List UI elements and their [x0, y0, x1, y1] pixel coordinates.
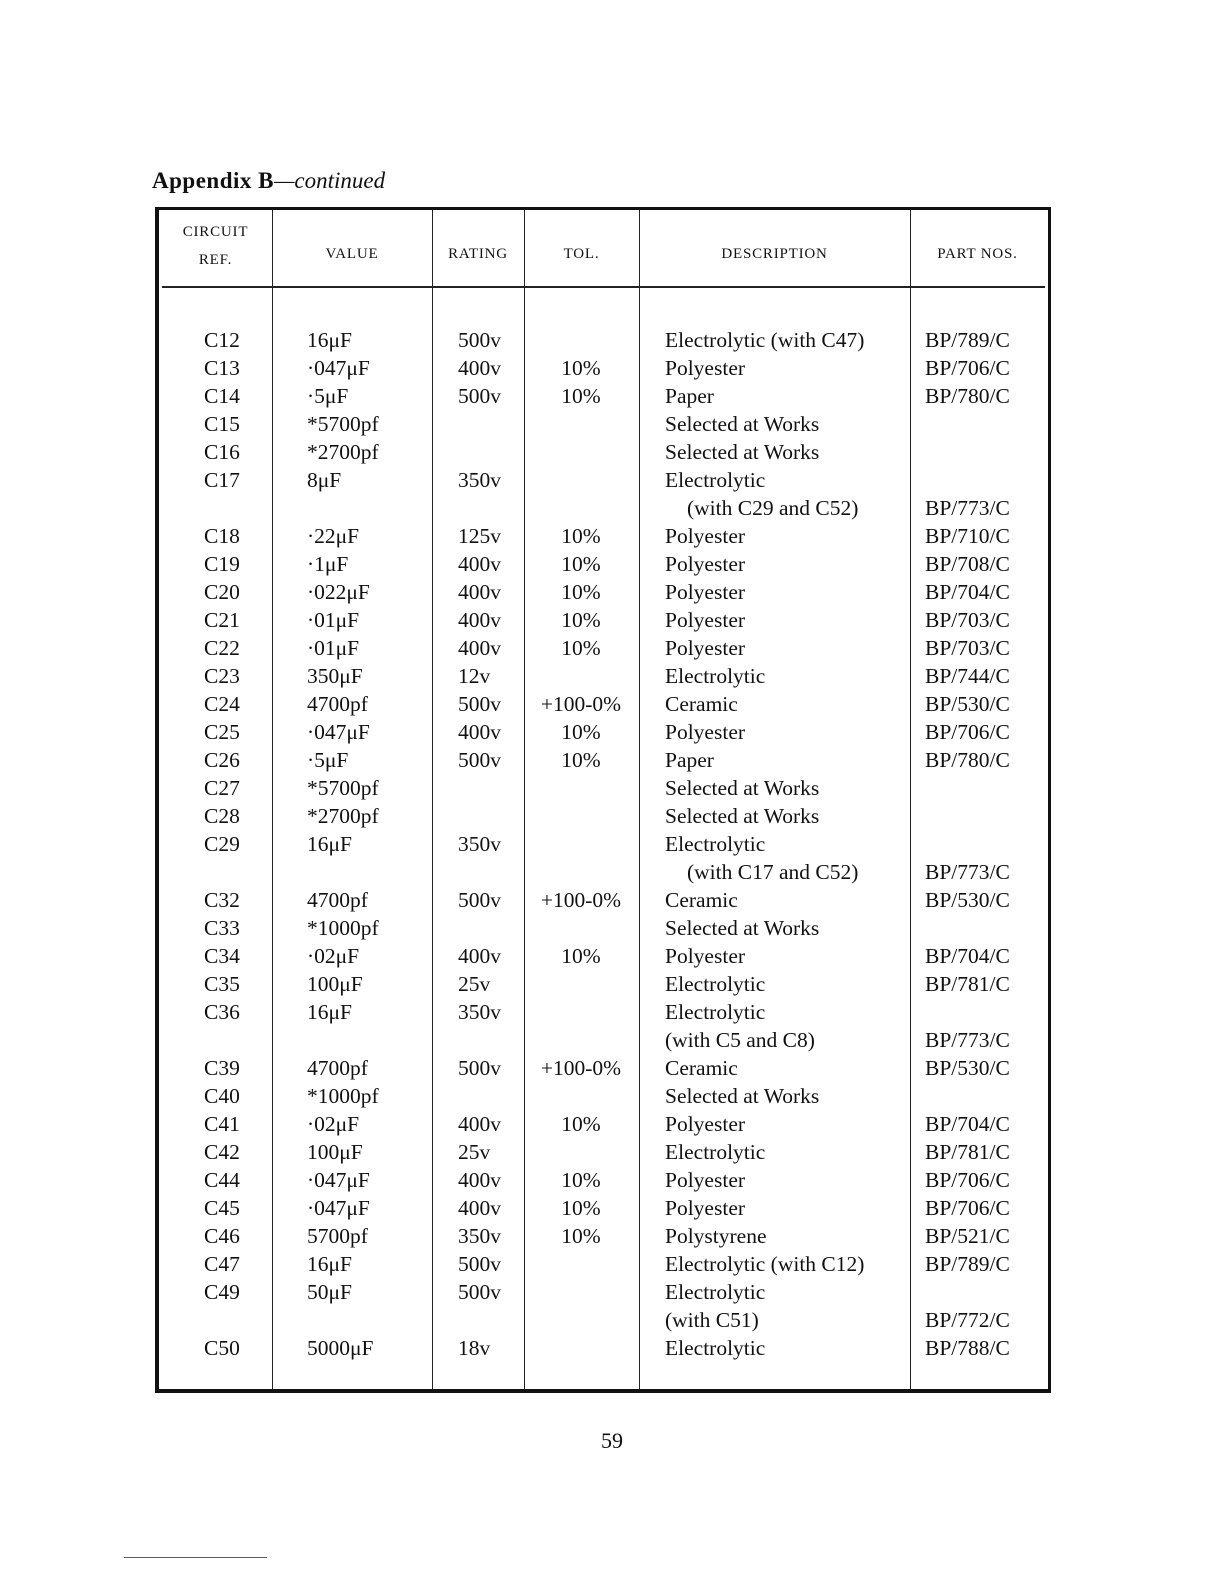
value-cell: *5700pf — [307, 412, 379, 436]
value-cell: *1000pf — [307, 916, 379, 940]
part-number-cell: BP/772/C — [925, 1308, 1010, 1332]
description-text: Electrolytic — [665, 664, 766, 688]
part-number-cell: BP/773/C — [925, 496, 1010, 520]
table-row — [159, 1334, 1048, 1362]
header-circuit-ref-line2: REF. — [198, 252, 233, 268]
circuit-ref-cell: C44 — [204, 1168, 240, 1192]
part-number-cell: BP/704/C — [925, 1112, 1010, 1136]
rating-cell: 400v — [458, 1112, 501, 1136]
circuit-ref-cell: C42 — [204, 1140, 240, 1164]
part-number-cell: BP/704/C — [925, 580, 1010, 604]
tol-cell: 10% — [561, 384, 601, 408]
value-cell: ·047μF — [307, 720, 370, 744]
value-cell: ·047μF — [307, 1196, 370, 1220]
circuit-ref-cell: C50 — [204, 1336, 240, 1360]
part-number-cell: BP/708/C — [925, 552, 1010, 576]
part-number-cell: BP/521/C — [925, 1224, 1010, 1248]
description-text: Ceramic — [665, 1056, 738, 1080]
description-cell — [665, 1166, 910, 1194]
heading-title: Appendix B — [152, 168, 274, 193]
table-row — [159, 466, 1048, 522]
description-text: Electrolytic — [665, 468, 766, 492]
rating-cell: 400v — [458, 720, 501, 744]
circuit-ref-cell: C22 — [204, 636, 240, 660]
description-cell — [665, 914, 910, 942]
header-value: VALUE — [325, 246, 379, 262]
part-number-cell: BP/780/C — [925, 748, 1010, 772]
description-cell — [665, 522, 910, 550]
table-row — [159, 746, 1048, 774]
table-row — [159, 410, 1048, 438]
rating-cell: 500v — [458, 384, 501, 408]
rating-cell: 350v — [458, 1224, 501, 1248]
tol-cell: +100-0% — [540, 1056, 622, 1080]
part-number-cell: BP/773/C — [925, 1028, 1010, 1052]
table-row — [159, 550, 1048, 578]
description-text: Polyester — [665, 720, 746, 744]
table-row — [159, 914, 1048, 942]
rating-cell: 400v — [458, 1168, 501, 1192]
rating-cell: 400v — [458, 580, 501, 604]
table-row — [159, 774, 1048, 802]
circuit-ref-cell: C32 — [204, 888, 240, 912]
circuit-ref-cell: C34 — [204, 944, 240, 968]
table-row — [159, 718, 1048, 746]
description-cell — [665, 410, 910, 438]
description-cell — [665, 1054, 910, 1082]
part-number-cell: BP/703/C — [925, 636, 1010, 660]
table-row — [159, 998, 1048, 1054]
rating-cell: 400v — [458, 356, 501, 380]
description-cell — [665, 1334, 910, 1362]
value-cell: 50μF — [307, 1280, 352, 1304]
rating-cell: 400v — [458, 552, 501, 576]
circuit-ref-cell: C46 — [204, 1224, 240, 1248]
circuit-ref-cell: C35 — [204, 972, 240, 996]
part-number-cell: BP/781/C — [925, 1140, 1010, 1164]
tol-cell: +100-0% — [540, 888, 622, 912]
table-row — [159, 802, 1048, 830]
description-cell — [665, 802, 910, 830]
header-description: DESCRIPTION — [721, 246, 828, 262]
part-number-cell: BP/789/C — [925, 328, 1010, 352]
description-cell — [665, 634, 910, 662]
rating-cell: 350v — [458, 1000, 501, 1024]
header-part-nos: PART NOS. — [937, 246, 1018, 262]
part-number-cell: BP/789/C — [925, 1252, 1010, 1276]
value-cell: 5000μF — [307, 1336, 374, 1360]
circuit-ref-cell: C17 — [204, 468, 240, 492]
description-cell — [665, 886, 910, 914]
description-text: Selected at Works — [665, 1084, 820, 1108]
circuit-ref-cell: C47 — [204, 1252, 240, 1276]
value-cell: 16μF — [307, 1252, 352, 1276]
value-cell: 4700pf — [307, 1056, 368, 1080]
description-text: Selected at Works — [665, 916, 820, 940]
parts-table — [155, 207, 1051, 1393]
table-row — [159, 438, 1048, 466]
description-text: Polyester — [665, 636, 746, 660]
part-number-cell: BP/780/C — [925, 384, 1010, 408]
value-cell: ·22μF — [307, 524, 360, 548]
description-text: Polyester — [665, 552, 746, 576]
page-number: 59 — [601, 1428, 623, 1453]
circuit-ref-cell: C18 — [204, 524, 240, 548]
description-cell — [665, 942, 910, 970]
circuit-ref-cell: C33 — [204, 916, 240, 940]
rating-cell: 12v — [458, 664, 491, 688]
rating-cell: 500v — [458, 1056, 501, 1080]
table-row — [159, 1250, 1048, 1278]
description-text: Polyester — [665, 1168, 746, 1192]
description-text: Electrolytic — [665, 972, 766, 996]
description-text: Selected at Works — [665, 776, 820, 800]
table-row — [159, 690, 1048, 718]
description-cell — [665, 578, 910, 606]
circuit-ref-cell: C14 — [204, 384, 240, 408]
rating-cell: 500v — [458, 692, 501, 716]
description-cell — [665, 438, 910, 466]
circuit-ref-cell: C19 — [204, 552, 240, 576]
rating-cell: 125v — [458, 524, 501, 548]
value-cell: ·02μF — [307, 944, 360, 968]
rating-cell: 400v — [458, 636, 501, 660]
description-cell — [665, 1278, 910, 1334]
description-continuation: (with C29 and C52) — [687, 496, 859, 520]
table-row — [159, 522, 1048, 550]
rating-cell: 500v — [458, 328, 501, 352]
description-continuation: (with C5 and C8) — [665, 1028, 815, 1052]
part-number-cell: BP/706/C — [925, 1196, 1010, 1220]
table-row — [159, 1222, 1048, 1250]
description-cell — [665, 970, 910, 998]
description-text: Polyester — [665, 1196, 746, 1220]
value-cell: *2700pf — [307, 440, 379, 464]
rating-cell: 25v — [458, 1140, 491, 1164]
page-heading — [152, 168, 385, 194]
tol-cell: 10% — [561, 580, 601, 604]
value-cell: ·01μF — [307, 608, 360, 632]
description-cell — [665, 550, 910, 578]
value-cell: 100μF — [307, 1140, 363, 1164]
description-text: Polyester — [665, 524, 746, 548]
heading-continued: —continued — [273, 168, 386, 193]
table-row — [159, 1110, 1048, 1138]
tol-cell: 10% — [561, 552, 601, 576]
part-number-cell: BP/703/C — [925, 608, 1010, 632]
circuit-ref-cell: C40 — [204, 1084, 240, 1108]
table-row — [159, 578, 1048, 606]
value-cell: ·5μF — [307, 384, 349, 408]
tol-cell: 10% — [561, 356, 601, 380]
circuit-ref-cell: C45 — [204, 1196, 240, 1220]
rating-cell: 18v — [458, 1336, 491, 1360]
circuit-ref-cell: C23 — [204, 664, 240, 688]
table-row — [159, 634, 1048, 662]
header-circuit-ref — [159, 218, 272, 274]
part-number-cell: BP/781/C — [925, 972, 1010, 996]
part-number-cell: BP/773/C — [925, 860, 1010, 884]
value-cell: ·1μF — [307, 552, 349, 576]
table-row — [159, 1082, 1048, 1110]
description-cell — [665, 830, 910, 886]
circuit-ref-cell: C41 — [204, 1112, 240, 1136]
header-rule — [162, 286, 1045, 288]
tol-cell: 10% — [561, 748, 601, 772]
table-row — [159, 970, 1048, 998]
description-cell — [665, 606, 910, 634]
description-text: Polyester — [665, 608, 746, 632]
description-cell — [665, 774, 910, 802]
table-row — [159, 1166, 1048, 1194]
description-text: Electrolytic (with C12) — [665, 1252, 865, 1276]
table-row — [159, 886, 1048, 914]
tol-cell: 10% — [561, 1112, 601, 1136]
tol-cell: 10% — [561, 720, 601, 744]
description-cell — [665, 998, 910, 1054]
rating-cell: 350v — [458, 832, 501, 856]
description-cell — [665, 466, 910, 522]
circuit-ref-cell: C25 — [204, 720, 240, 744]
value-cell: ·022μF — [307, 580, 370, 604]
circuit-ref-cell: C13 — [204, 356, 240, 380]
rating-cell: 500v — [458, 888, 501, 912]
table-row — [159, 354, 1048, 382]
tol-cell: 10% — [561, 1168, 601, 1192]
circuit-ref-cell: C39 — [204, 1056, 240, 1080]
part-number-cell: BP/530/C — [925, 692, 1010, 716]
value-cell: 100μF — [307, 972, 363, 996]
value-cell: 16μF — [307, 1000, 352, 1024]
table-row — [159, 942, 1048, 970]
description-cell — [665, 1138, 910, 1166]
table-row — [159, 382, 1048, 410]
header-tol: TOL. — [563, 246, 600, 262]
tol-cell: +100-0% — [540, 692, 622, 716]
value-cell: ·01μF — [307, 636, 360, 660]
part-number-cell: BP/788/C — [925, 1336, 1010, 1360]
value-cell: ·02μF — [307, 1112, 360, 1136]
description-text: Electrolytic — [665, 1000, 766, 1024]
description-text: Electrolytic — [665, 832, 766, 856]
circuit-ref-cell: C20 — [204, 580, 240, 604]
table-row — [159, 1194, 1048, 1222]
value-cell: *1000pf — [307, 1084, 379, 1108]
description-text: Polyester — [665, 356, 746, 380]
description-cell — [665, 662, 910, 690]
rating-cell: 500v — [458, 1252, 501, 1276]
table-row — [159, 1138, 1048, 1166]
rating-cell: 350v — [458, 468, 501, 492]
tol-cell: 10% — [561, 1196, 601, 1220]
description-cell — [665, 718, 910, 746]
table-row — [159, 830, 1048, 886]
table-row — [159, 662, 1048, 690]
rating-cell: 500v — [458, 1280, 501, 1304]
rating-cell: 500v — [458, 748, 501, 772]
circuit-ref-cell: C26 — [204, 748, 240, 772]
value-cell: *5700pf — [307, 776, 379, 800]
description-cell — [665, 746, 910, 774]
tol-cell: 10% — [561, 608, 601, 632]
description-text: Polyester — [665, 944, 746, 968]
description-text: Selected at Works — [665, 412, 820, 436]
part-number-cell: BP/744/C — [925, 664, 1010, 688]
value-cell: 4700pf — [307, 692, 368, 716]
description-text: Polyester — [665, 1112, 746, 1136]
table-body — [159, 326, 1048, 1362]
tol-cell: 10% — [561, 636, 601, 660]
part-number-cell: BP/710/C — [925, 524, 1010, 548]
part-number-cell: BP/706/C — [925, 356, 1010, 380]
value-cell: ·5μF — [307, 748, 349, 772]
description-text: Electrolytic — [665, 1336, 766, 1360]
description-text: Electrolytic (with C47) — [665, 328, 865, 352]
description-text: Electrolytic — [665, 1280, 766, 1304]
table-row — [159, 326, 1048, 354]
tol-cell: 10% — [561, 524, 601, 548]
description-text: Selected at Works — [665, 804, 820, 828]
description-continuation: (with C17 and C52) — [687, 860, 859, 884]
header-circuit-ref-line1: CIRCUIT — [182, 224, 249, 240]
value-cell: 5700pf — [307, 1224, 368, 1248]
value-cell: *2700pf — [307, 804, 379, 828]
circuit-ref-cell: C16 — [204, 440, 240, 464]
description-cell — [665, 1110, 910, 1138]
footer-rule — [124, 1557, 267, 1558]
header-rating: RATING — [448, 246, 508, 262]
tol-cell: 10% — [561, 944, 601, 968]
description-text: Polystyrene — [665, 1224, 767, 1248]
description-cell — [665, 690, 910, 718]
description-cell — [665, 326, 910, 354]
rating-cell: 25v — [458, 972, 491, 996]
table-row — [159, 1278, 1048, 1334]
circuit-ref-cell: C36 — [204, 1000, 240, 1024]
value-cell: 350μF — [307, 664, 363, 688]
description-text: Paper — [665, 748, 714, 772]
description-cell — [665, 1222, 910, 1250]
part-number-cell: BP/530/C — [925, 1056, 1010, 1080]
part-number-cell: BP/706/C — [925, 720, 1010, 744]
description-cell — [665, 1082, 910, 1110]
description-text: Selected at Works — [665, 440, 820, 464]
circuit-ref-cell: C24 — [204, 692, 240, 716]
rating-cell: 400v — [458, 608, 501, 632]
part-number-cell: BP/530/C — [925, 888, 1010, 912]
value-cell: 16μF — [307, 832, 352, 856]
value-cell: 8μF — [307, 468, 342, 492]
part-number-cell: BP/704/C — [925, 944, 1010, 968]
description-text: Ceramic — [665, 692, 738, 716]
value-cell: ·047μF — [307, 356, 370, 380]
tol-cell: 10% — [561, 1224, 601, 1248]
circuit-ref-cell: C28 — [204, 804, 240, 828]
circuit-ref-cell: C12 — [204, 328, 240, 352]
description-text: Polyester — [665, 580, 746, 604]
circuit-ref-cell: C27 — [204, 776, 240, 800]
description-text: Paper — [665, 384, 714, 408]
table-row — [159, 1054, 1048, 1082]
part-number-cell: BP/706/C — [925, 1168, 1010, 1192]
circuit-ref-cell: C15 — [204, 412, 240, 436]
description-continuation: (with C51) — [665, 1308, 759, 1332]
rating-cell: 400v — [458, 1196, 501, 1220]
value-cell: 16μF — [307, 328, 352, 352]
description-cell — [665, 1250, 910, 1278]
description-text: Electrolytic — [665, 1140, 766, 1164]
circuit-ref-cell: C29 — [204, 832, 240, 856]
circuit-ref-cell: C21 — [204, 608, 240, 632]
circuit-ref-cell: C49 — [204, 1280, 240, 1304]
rating-cell: 400v — [458, 944, 501, 968]
description-cell — [665, 382, 910, 410]
table-row — [159, 606, 1048, 634]
value-cell: ·047μF — [307, 1168, 370, 1192]
description-text: Ceramic — [665, 888, 738, 912]
description-cell — [665, 1194, 910, 1222]
value-cell: 4700pf — [307, 888, 368, 912]
description-cell — [665, 354, 910, 382]
